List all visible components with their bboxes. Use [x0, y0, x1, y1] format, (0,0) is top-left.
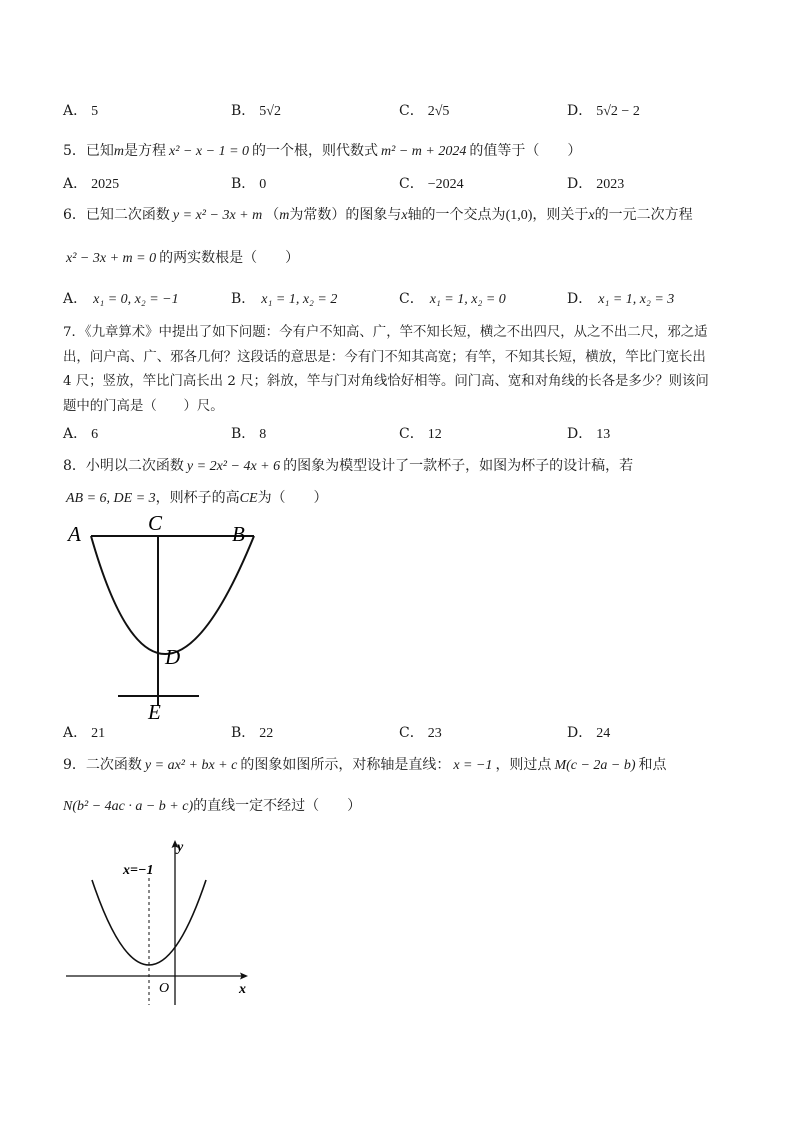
- q6-option-a: A． x₁ = 0, x₂ = −1: [63, 291, 179, 307]
- q5-option-b: B． 0: [231, 176, 267, 192]
- quadratic-graph: [62, 835, 262, 1010]
- q7-line-4: 题中的门高是（ ）尺。: [63, 398, 224, 414]
- q8-option-a: A． 21: [63, 725, 106, 741]
- q7-option-a: A． 6: [63, 426, 99, 442]
- q6-stem-line2: x² − 3x + m = 0 的两实数根是（ ）: [66, 250, 300, 266]
- q8-option-b: B． 22: [231, 725, 274, 741]
- q5-option-a: A． 2025: [63, 176, 120, 192]
- q8-options: [63, 722, 743, 742]
- q7-option-d: D． 13: [567, 426, 611, 442]
- q7-line-2: 出，问户高、广、邪各几何？这段话的意思是：今有门不知其高宽；有竿，不知其长短，横放，竿比门宽长出: [63, 349, 706, 365]
- q4-option-d: D． 5√2 − 2: [567, 103, 640, 119]
- label-origin: O: [159, 981, 170, 996]
- q7-line-1: 7．《九章算术》中提出了如下问题：今有户不知高、广，竿不知长短，横之不出四尺，从之不出二尺，邪之适: [63, 325, 708, 340]
- q7-stem: [63, 321, 733, 419]
- q4-options: [63, 100, 743, 120]
- q7-options: [63, 423, 743, 443]
- q5-options: [63, 173, 743, 193]
- q9-stem-line2: N(b² − 4ac · a − b + c)的直线一定不经过（ ）: [63, 798, 362, 814]
- label-c: C: [148, 511, 163, 535]
- q4-option-a: A． 5: [63, 103, 99, 119]
- q8-option-c: C． 23: [399, 725, 442, 741]
- label-symmetry-axis: x=−1: [123, 863, 154, 878]
- label-d: D: [165, 645, 181, 669]
- q6-option-b: B． x₁ = 1, x₂ = 2: [231, 291, 338, 307]
- label-x: x: [239, 982, 246, 997]
- label-a: A: [68, 522, 81, 546]
- q6-option-c: C． x₁ = 1, x₂ = 0: [399, 291, 506, 307]
- q5-stem: 5．已知m是方程 x² − x − 1 = 0 的一个根，则代数式 m² − m + 2024 的值等于（ ）: [63, 143, 582, 159]
- q6-options: [63, 288, 743, 308]
- q5-option-d: D． 2023: [567, 176, 625, 192]
- q4-option-c: C． 2√5: [399, 103, 450, 119]
- q5-option-c: C． −2024: [399, 176, 464, 192]
- q9-stem-line1: 9．二次函数 y = ax² + bx + c 的图象如图所示，对称轴是直线： x = −1 ，则过点 M(c − 2a − b) 和点: [63, 757, 667, 773]
- label-b: B: [232, 522, 245, 546]
- q7-option-b: B． 8: [231, 426, 267, 442]
- q8-option-d: D． 24: [567, 725, 611, 741]
- cup-diagram: [62, 510, 272, 725]
- q6-option-d: D． x₁ = 1, x₂ = 3: [567, 291, 675, 307]
- q8-stem-line2: AB = 6, DE = 3，则杯子的高CE为（ ）: [66, 490, 328, 506]
- q6-stem-line1: 6．已知二次函数 y = x² − 3x + m （m为常数）的图象与x轴的一个交点为(1,0)，则关于x的一元二次方程: [63, 207, 693, 223]
- q7-option-c: C． 12: [399, 426, 442, 442]
- q7-line-3: 4 尺；竖放，竿比门高长出 2 尺；斜放，竿与门对角线恰好相等。问门高、宽和对角线的长各是多少？则该问: [63, 374, 709, 389]
- q8-stem-line1: 8．小明以二次函数 y = 2x² − 4x + 6 的图象为模型设计了一款杯子，如图为杯子的设计稿，若: [63, 458, 634, 474]
- q4-option-b: B． 5√2: [231, 103, 281, 119]
- cup-parabola: [91, 536, 254, 654]
- label-y: y: [177, 840, 184, 855]
- label-e: E: [148, 700, 161, 724]
